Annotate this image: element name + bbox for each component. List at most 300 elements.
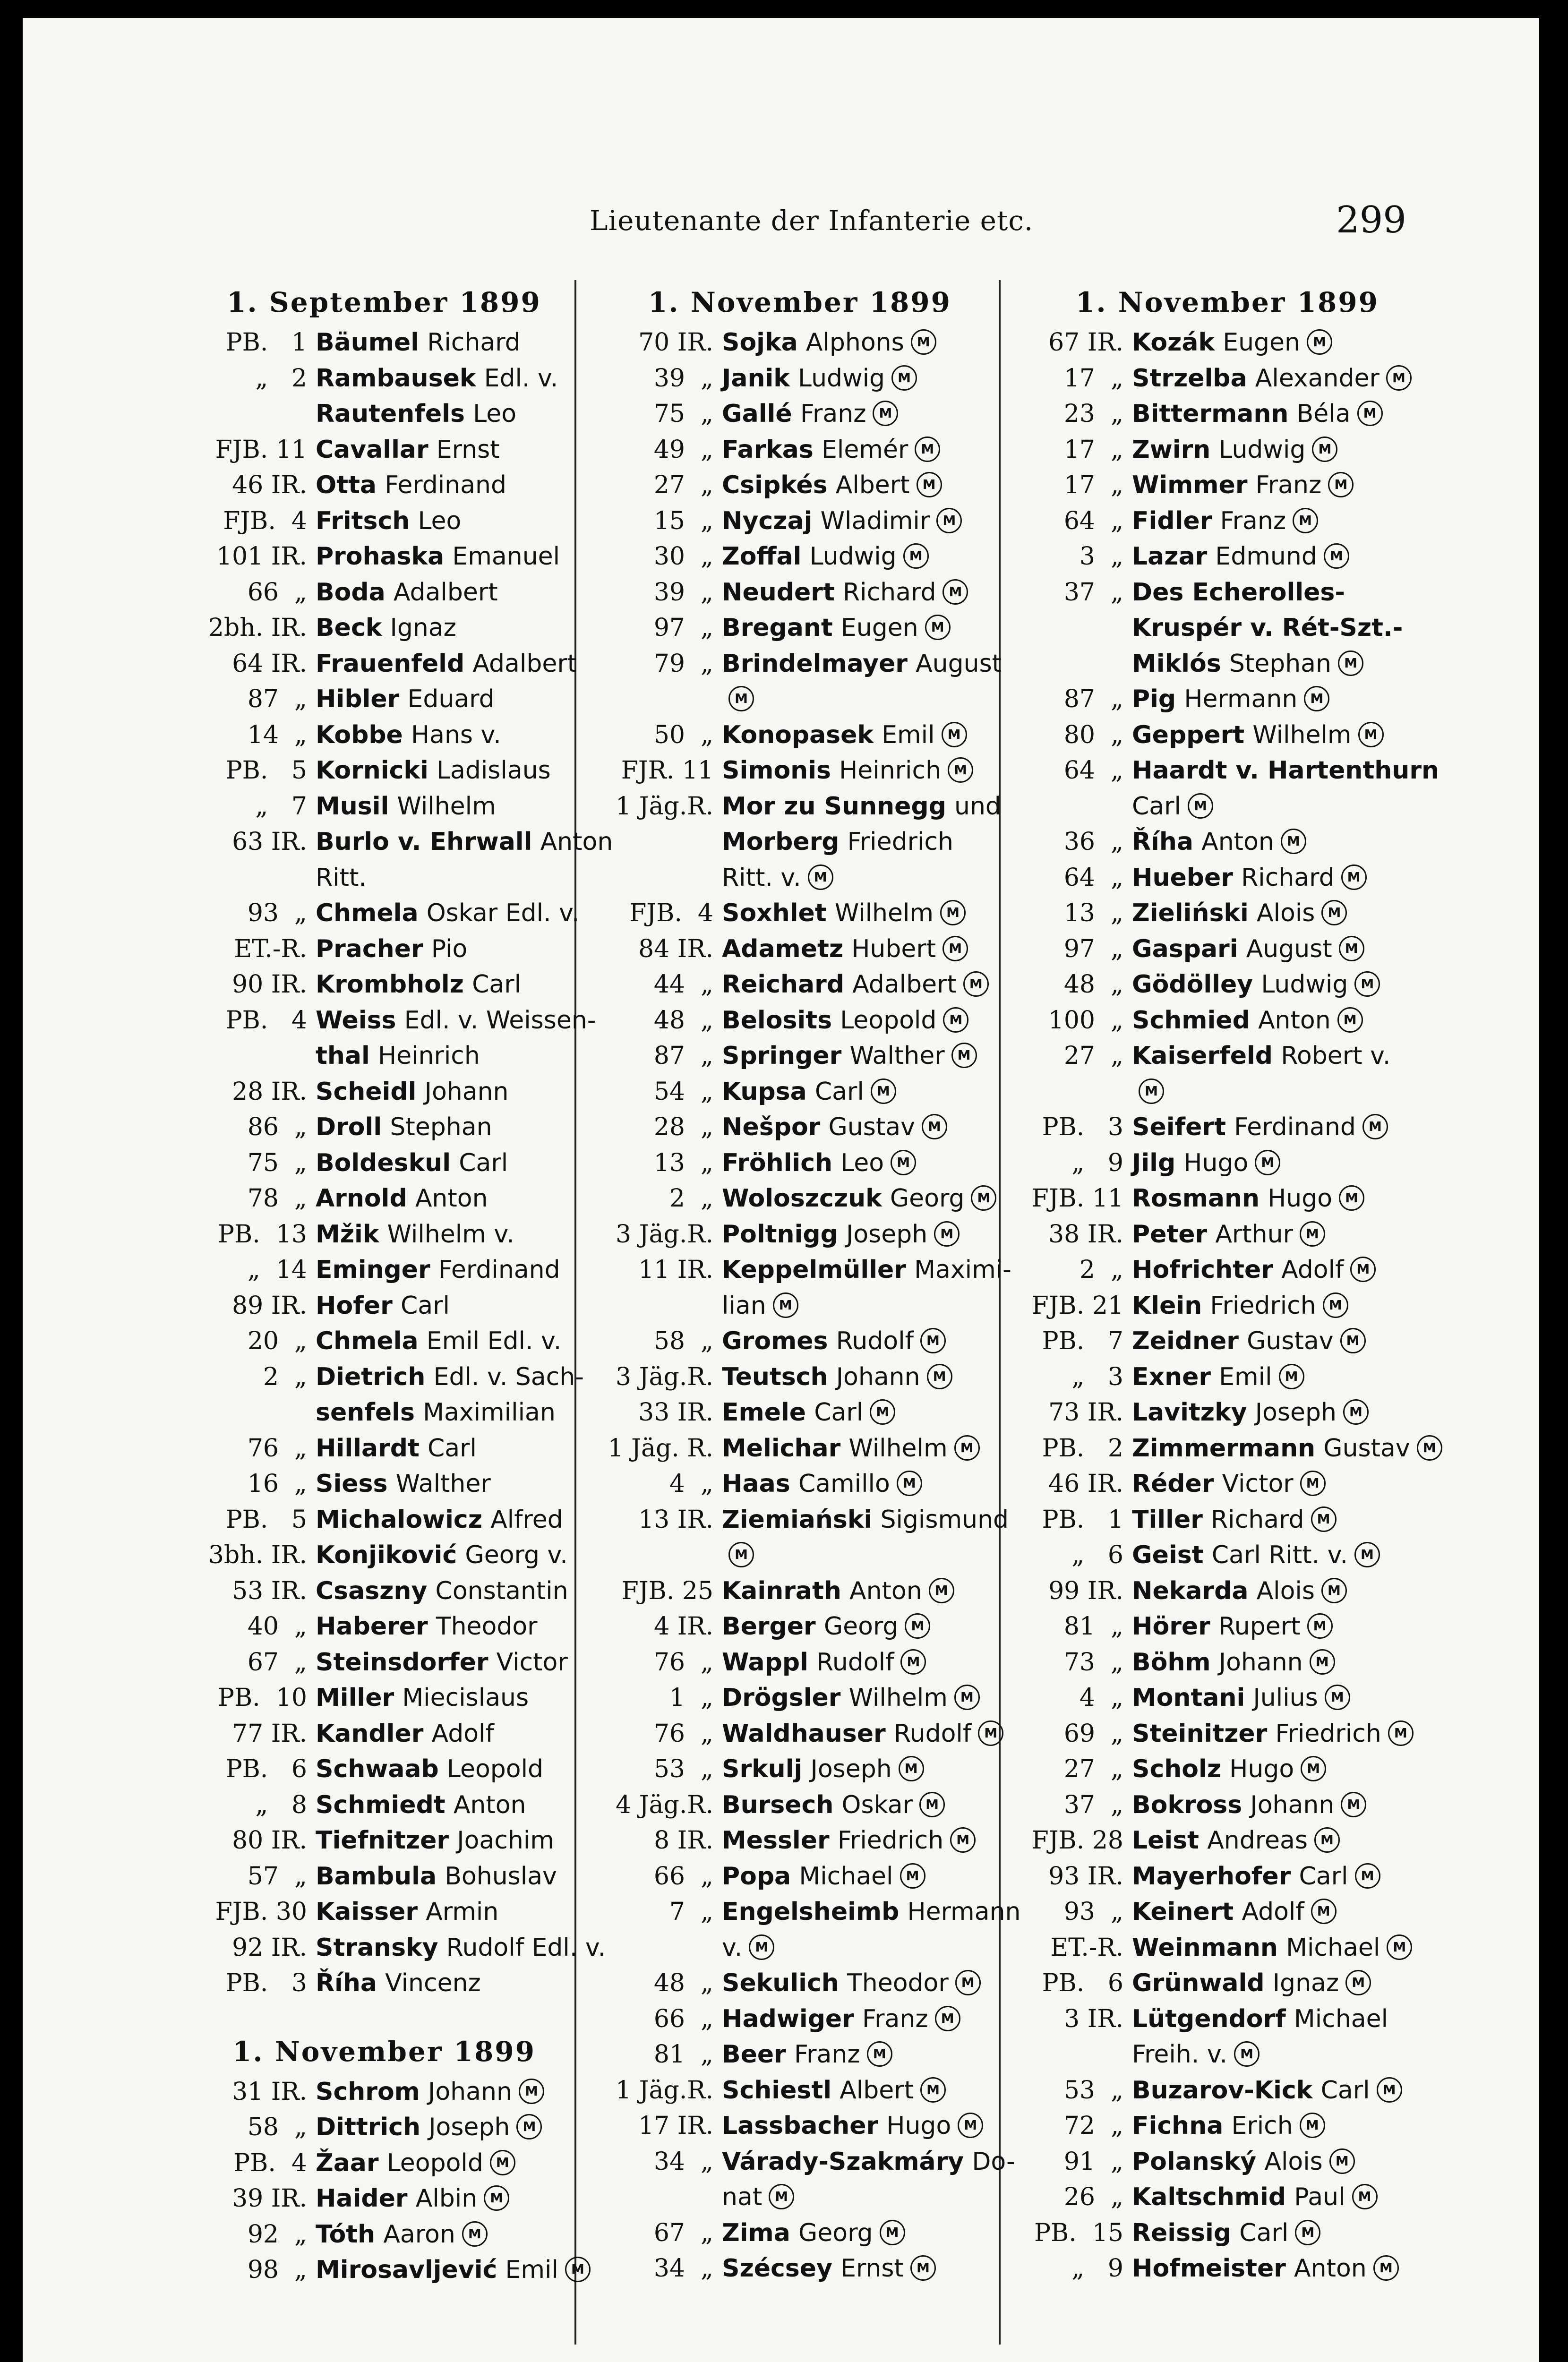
circled-m-icon: M (927, 1364, 952, 1389)
officer-name (722, 1395, 996, 1430)
given-name: Ladislaus (437, 756, 551, 785)
roster-entry (604, 1288, 996, 1324)
surname: Polanský (1132, 2147, 1257, 2176)
given-name: Ernst (436, 435, 500, 464)
roster-entry (197, 967, 571, 1002)
officer-name (722, 503, 996, 539)
unit-designation: 53 IR. (232, 1576, 307, 1605)
circled-m-icon: M (978, 1720, 1003, 1746)
surname: Miller (316, 1684, 394, 1712)
officer-name (316, 931, 571, 967)
surname: Tiller (1132, 1505, 1203, 1534)
surname: Jilg (1132, 1148, 1176, 1177)
given-name: Robert v. (1281, 1042, 1391, 1070)
column-rule (999, 280, 1001, 2345)
roster-entry (604, 432, 996, 468)
officer-name (722, 1002, 996, 1038)
given-name: Ludwig (1218, 435, 1306, 464)
officer-name (722, 2072, 996, 2108)
officer-name (316, 1252, 571, 1288)
surname: Srkulj (722, 1755, 803, 1783)
surname: Emele (722, 1398, 806, 1427)
unit-designation: 14 „ (247, 720, 307, 749)
roster-entry (197, 753, 571, 788)
unit-designation: 77 IR. (232, 1719, 307, 1748)
given-name: Rudolf (816, 1648, 894, 1677)
surname: Haardt v. Hartenthurn (1132, 756, 1439, 785)
unit-designation: „ 2 (255, 364, 307, 393)
unit-designation: 2bh. IR. (208, 614, 307, 642)
surname: senfels (316, 1398, 415, 1427)
officer-name (1132, 1858, 1445, 1894)
surname: Říha (1132, 828, 1193, 856)
unit-designation: 53 „ (1063, 2076, 1123, 2105)
roster-entry (604, 717, 996, 753)
unit-designation: PB. 6 (1042, 1969, 1123, 1997)
officer-name (316, 1751, 571, 1787)
given-name: Friedrich (1210, 1291, 1316, 1320)
given-name: Johann (836, 1362, 920, 1391)
unit-designation: 75 „ (247, 1148, 307, 1177)
roster-entry (604, 2072, 996, 2108)
circled-m-icon: M (971, 1185, 996, 1211)
roster-entry (197, 503, 571, 539)
given-name: Johann (428, 2077, 512, 2106)
unit-designation: 26 „ (1063, 2183, 1123, 2211)
surname: Boda (316, 578, 386, 607)
given-name: Anton (453, 1790, 526, 1819)
unit-designation: 4 „ (1079, 1684, 1123, 1712)
roster-entry (1010, 646, 1445, 682)
surname: Haider (316, 2184, 408, 2213)
surname: Engelsheimb (722, 1898, 900, 1926)
unit-designation: 87 „ (1063, 685, 1123, 713)
officer-name (1132, 895, 1445, 931)
unit-designation: PB. 13 (218, 1220, 307, 1249)
officer-name (316, 1537, 571, 1573)
roster-entry (604, 1109, 996, 1145)
unit-designation: PB. 7 (1042, 1327, 1123, 1355)
given-name: Georg (798, 2218, 873, 2247)
unit-designation: 37 „ (1063, 578, 1123, 607)
roster-entry (604, 860, 996, 896)
unit-designation: FJB. 11 (1031, 1184, 1123, 1213)
roster-entry (604, 1074, 996, 1110)
unit-designation: 97 „ (1063, 934, 1123, 963)
officer-name (1132, 1002, 1445, 1038)
given-name: Walther (849, 1042, 945, 1070)
unit-designation: 66 „ (653, 1862, 713, 1891)
surname: Musil (316, 792, 389, 821)
circled-m-icon: M (1354, 971, 1380, 997)
circled-m-icon: M (462, 2221, 488, 2247)
officer-name (316, 967, 571, 1002)
surname: Žaar (316, 2148, 379, 2177)
circled-m-icon: M (1310, 1649, 1335, 1675)
circled-m-icon: M (899, 1756, 924, 1781)
given-name: Elemér (822, 435, 908, 464)
circled-m-icon: M (915, 436, 940, 462)
roster-entry (197, 1074, 571, 1110)
officer-name (1132, 467, 1445, 503)
roster-entry (1010, 931, 1445, 967)
unit-designation: 58 „ (653, 1327, 713, 1355)
circled-m-icon: M (749, 1934, 774, 1960)
given-name: Bohuslav (445, 1862, 557, 1891)
officer-name (1132, 325, 1445, 360)
running-head (23, 186, 1539, 241)
officer-name (722, 360, 996, 396)
surname: Gödölley (1132, 970, 1253, 999)
given-name: Leopold (840, 1006, 937, 1035)
officer-name (316, 646, 577, 682)
officer-name (316, 681, 571, 717)
officer-name (722, 2037, 996, 2072)
surname: Lavitzky (1132, 1398, 1247, 1427)
circled-m-icon: M (1307, 1613, 1333, 1639)
unit-designation: PB. 10 (218, 1684, 307, 1712)
surname: Pracher (316, 934, 423, 963)
officer-name (316, 1002, 596, 1038)
roster-entry (197, 1965, 571, 2001)
officer-name (722, 432, 996, 468)
unit-designation: 15 „ (653, 506, 713, 535)
roster-entry (604, 610, 996, 646)
roster-entry (1010, 1930, 1445, 1966)
surname: Scheidl (316, 1077, 417, 1106)
given-name: Hugo (886, 2112, 951, 2140)
surname: Mirosavljević (316, 2256, 497, 2284)
unit-designation: 30 „ (653, 542, 713, 571)
given-name: Gustav (1323, 1434, 1410, 1463)
given-name: Do- (972, 2147, 1015, 2176)
column-1 (197, 280, 613, 2288)
given-name: Aaron (383, 2220, 455, 2249)
circled-m-icon: M (900, 1649, 926, 1675)
officer-name (316, 1145, 571, 1181)
surname: Woloszczuk (722, 1184, 882, 1213)
unit-designation: 20 „ (247, 1327, 307, 1355)
surname: Melichar (722, 1434, 841, 1463)
officer-name (722, 824, 996, 860)
surname: Grünwald (1132, 1969, 1265, 1997)
surname: Messler (722, 1826, 830, 1855)
roster-entry (197, 1395, 571, 1430)
roster-entry (604, 539, 996, 574)
unit-designation: 40 „ (247, 1612, 307, 1641)
surname: Kruspér v. Rét-Szt.- (1132, 614, 1403, 642)
circled-m-icon: M (954, 1685, 980, 1710)
unit-designation: 76 „ (653, 1648, 713, 1677)
surname: Schwaab (316, 1755, 439, 1783)
given-name: Miecislaus (402, 1684, 529, 1712)
given-name: Wilhelm (397, 792, 496, 821)
roster-entry (1010, 1537, 1445, 1573)
circled-m-icon: M (1345, 1970, 1371, 1995)
surname: Drögsler (722, 1684, 841, 1712)
roster-entry (1010, 1216, 1445, 1252)
officer-name (316, 1466, 571, 1502)
roster-entry (197, 396, 571, 432)
given-name: Rupert (1218, 1612, 1301, 1641)
circled-m-icon: M (935, 2006, 960, 2031)
roster-entry (604, 1466, 996, 1502)
unit-designation: 93 „ (1063, 1898, 1123, 1926)
given-name: Friedrich (847, 828, 953, 856)
unit-designation: 99 IR. (1048, 1576, 1123, 1605)
roster-entry (1010, 1109, 1445, 1145)
surname: Stransky (316, 1933, 438, 1962)
officer-name (1132, 1145, 1445, 1181)
officer-name (316, 860, 571, 896)
roster-entry (1010, 681, 1445, 717)
unit-designation: 97 „ (653, 614, 713, 642)
roster-entry (1010, 860, 1445, 896)
surname: Ziemiański (722, 1505, 873, 1534)
given-name: Franz (1220, 506, 1286, 535)
given-name: Joseph (810, 1755, 892, 1783)
surname: Zieliński (1132, 899, 1249, 927)
surname: Peter (1132, 1220, 1208, 1249)
officer-name (316, 1716, 571, 1752)
given-name: Victor (496, 1648, 568, 1677)
surname: Eminger (316, 1256, 430, 1284)
surname: Dietrich (316, 1362, 426, 1391)
circled-m-icon: M (920, 2077, 946, 2103)
officer-name (722, 2251, 996, 2286)
surname: Beer (722, 2040, 786, 2069)
surname: Bittermann (1132, 400, 1289, 428)
circled-m-icon: M (1311, 1899, 1337, 1924)
officer-name (1132, 1751, 1445, 1787)
circled-m-icon: M (1352, 2184, 1378, 2209)
circled-m-icon: M (954, 1435, 980, 1461)
surname: Prohaska (316, 542, 445, 571)
surname: Zeidner (1132, 1327, 1239, 1355)
roster-entry (197, 1109, 571, 1145)
officer-name (1132, 2072, 1445, 2108)
roster-entry (1010, 1395, 1445, 1430)
given-name: Joseph (428, 2113, 510, 2141)
roster-entry (1010, 1074, 1445, 1110)
given-name: Leopold (446, 1755, 544, 1783)
unit-designation: 70 IR. (638, 328, 713, 357)
unit-designation: PB. 1 (225, 328, 307, 357)
circled-m-icon: M (1341, 864, 1367, 890)
circled-m-icon: M (1328, 472, 1354, 497)
given-name: Adolf (1281, 1256, 1344, 1284)
roster-entry (1010, 1965, 1445, 2001)
surname: Kaisser (316, 1898, 418, 1926)
officer-name (316, 396, 571, 432)
given-name: Maximi- (914, 1256, 1011, 1284)
officer-name (1132, 1823, 1445, 1858)
officer-name (1132, 681, 1445, 717)
officer-name (722, 467, 996, 503)
officer-name (316, 1965, 571, 2001)
roster-entry (197, 1216, 571, 1252)
given-name: Heinrich (377, 1042, 480, 1070)
officer-name (722, 1573, 996, 1609)
roster-entry (604, 1894, 1021, 1930)
roster-entry (1010, 717, 1445, 753)
roster-entry (197, 2109, 571, 2145)
roster-entry (197, 360, 571, 396)
surname: Chmela (316, 1327, 419, 1355)
officer-name (316, 2145, 571, 2181)
surname: Fidler (1132, 506, 1212, 535)
officer-name (722, 2179, 996, 2215)
surname: Berger (722, 1612, 816, 1641)
officer-name (722, 1502, 1009, 1538)
officer-name (722, 1430, 996, 1466)
unit-designation: 17 IR. (638, 2112, 713, 2140)
given-name: Albin (415, 2184, 478, 2213)
given-name: Walther (395, 1470, 491, 1498)
surname: Hofmeister (1132, 2254, 1286, 2283)
unit-designation: 98 „ (247, 2256, 307, 2284)
surname: Wimmer (1132, 471, 1248, 499)
officer-name (722, 1359, 996, 1395)
given-name: Michael (1286, 1933, 1380, 1962)
unit-designation: 76 „ (653, 1719, 713, 1748)
officer-name (1132, 717, 1445, 753)
circled-m-icon: M (1321, 1578, 1347, 1603)
surname: Rambausek (316, 364, 476, 393)
given-name: Paul (1294, 2183, 1345, 2211)
surname: Gallé (722, 400, 792, 428)
surname: Boldeskul (316, 1148, 451, 1177)
roster-entry (604, 788, 1001, 824)
roster-entry (604, 1930, 996, 1966)
given-name: Hugo (1229, 1755, 1294, 1783)
officer-name (722, 1965, 996, 2001)
surname: Burlo v. Ehrwall (316, 828, 532, 856)
officer-name (1132, 1609, 1445, 1644)
circled-m-icon: M (1358, 722, 1384, 747)
roster-entry (197, 2252, 584, 2288)
unit-designation: FJB. 28 (1031, 1826, 1123, 1855)
circled-m-icon: M (905, 1613, 930, 1639)
roster-entry (604, 1537, 996, 1573)
circled-m-icon: M (873, 401, 898, 426)
circled-m-icon: M (911, 329, 936, 355)
surname: Beck (316, 614, 382, 642)
given-name: Carl (1132, 792, 1181, 821)
roster-entry (604, 753, 996, 788)
roster-entry (604, 1252, 1011, 1288)
given-name: Wladimir (820, 506, 930, 535)
circled-m-icon: M (897, 1471, 922, 1496)
officer-name (1132, 646, 1445, 682)
roster-entry (1010, 360, 1445, 396)
surname: Montani (1132, 1684, 1245, 1712)
surname: Lütgendorf (1132, 2004, 1286, 2033)
roster-entry (604, 2215, 996, 2251)
unit-designation: 34 „ (653, 2254, 713, 2283)
officer-name (722, 931, 996, 967)
roster-entry (1010, 432, 1445, 468)
roster-entry (1010, 2251, 1445, 2286)
surname: Des Echerolles- (1132, 578, 1345, 607)
unit-designation: 1 Jäg. R. (608, 1434, 713, 1463)
surname: Schmied (1132, 1006, 1250, 1035)
officer-name (1132, 1787, 1445, 1823)
circled-m-icon: M (1312, 436, 1337, 462)
unit-designation: 28 „ (653, 1113, 713, 1141)
surname: Kaltschmid (1132, 2183, 1286, 2211)
surname: Kainrath (722, 1576, 841, 1605)
surname: Rautenfels (316, 400, 465, 428)
given-name: Carl (472, 970, 522, 999)
given-name: Anton (849, 1576, 922, 1605)
surname: Teutsch (722, 1362, 828, 1391)
officer-name (722, 1038, 996, 1074)
unit-designation: FJB. 30 (215, 1898, 307, 1926)
surname: Mayerhofer (1132, 1862, 1291, 1891)
unit-designation: 48 „ (653, 1969, 713, 1997)
officer-name (722, 681, 996, 717)
unit-designation: 37 „ (1063, 1790, 1123, 1819)
circled-m-icon: M (922, 1114, 947, 1139)
surname: Neudert (722, 578, 835, 607)
surname: Nešpor (722, 1113, 821, 1141)
given-name: Leopold (386, 2148, 483, 2177)
given-name: Johann (424, 1077, 509, 1106)
circled-m-icon: M (1300, 1221, 1325, 1247)
roster-entry (1010, 1466, 1445, 1502)
unit-designation: 3 „ (1079, 542, 1123, 571)
roster-entry (197, 1181, 571, 1216)
officer-name (722, 967, 996, 1002)
roster-entry (604, 1573, 996, 1609)
given-name: Ritt. v. (722, 863, 801, 892)
unit-designation: 38 IR. (1048, 1220, 1123, 1249)
surname: Weiss (316, 1006, 396, 1035)
given-name: Gustav (1247, 1327, 1334, 1355)
given-name: Georg (890, 1184, 965, 1213)
officer-name (1132, 1680, 1445, 1716)
officer-name (1132, 1288, 1445, 1324)
unit-designation: 13 „ (1063, 899, 1123, 927)
unit-designation: „ 7 (255, 792, 307, 821)
given-name: Wilhelm v. (387, 1220, 514, 1249)
circled-m-icon: M (1355, 1863, 1380, 1889)
roster-entry (604, 824, 996, 860)
roster-entry (604, 895, 996, 931)
given-name: Carl Ritt. v. (1211, 1541, 1348, 1569)
circled-m-icon: M (484, 2185, 509, 2211)
given-name: Béla (1296, 400, 1351, 428)
section-heading: 1. November 1899 (1075, 286, 1379, 318)
surname: Poltnigg (722, 1220, 838, 1249)
circled-m-icon: M (1279, 1364, 1304, 1389)
officer-name (316, 1823, 571, 1858)
roster-entry (1010, 1145, 1445, 1181)
unit-designation: 49 „ (653, 435, 713, 464)
given-name: Constantin (435, 1576, 568, 1605)
officer-name (722, 2215, 996, 2251)
unit-designation: 84 IR. (638, 934, 713, 963)
circled-m-icon: M (934, 1221, 960, 1247)
unit-designation: 64 „ (1063, 756, 1123, 785)
given-name: Emil (1219, 1362, 1272, 1391)
roster-entry (1010, 2001, 1445, 2037)
given-name: Franz (800, 400, 866, 428)
given-name: Ferdinand (438, 1256, 560, 1284)
unit-designation: 66 „ (247, 578, 307, 607)
given-name: Maximilian (423, 1398, 556, 1427)
